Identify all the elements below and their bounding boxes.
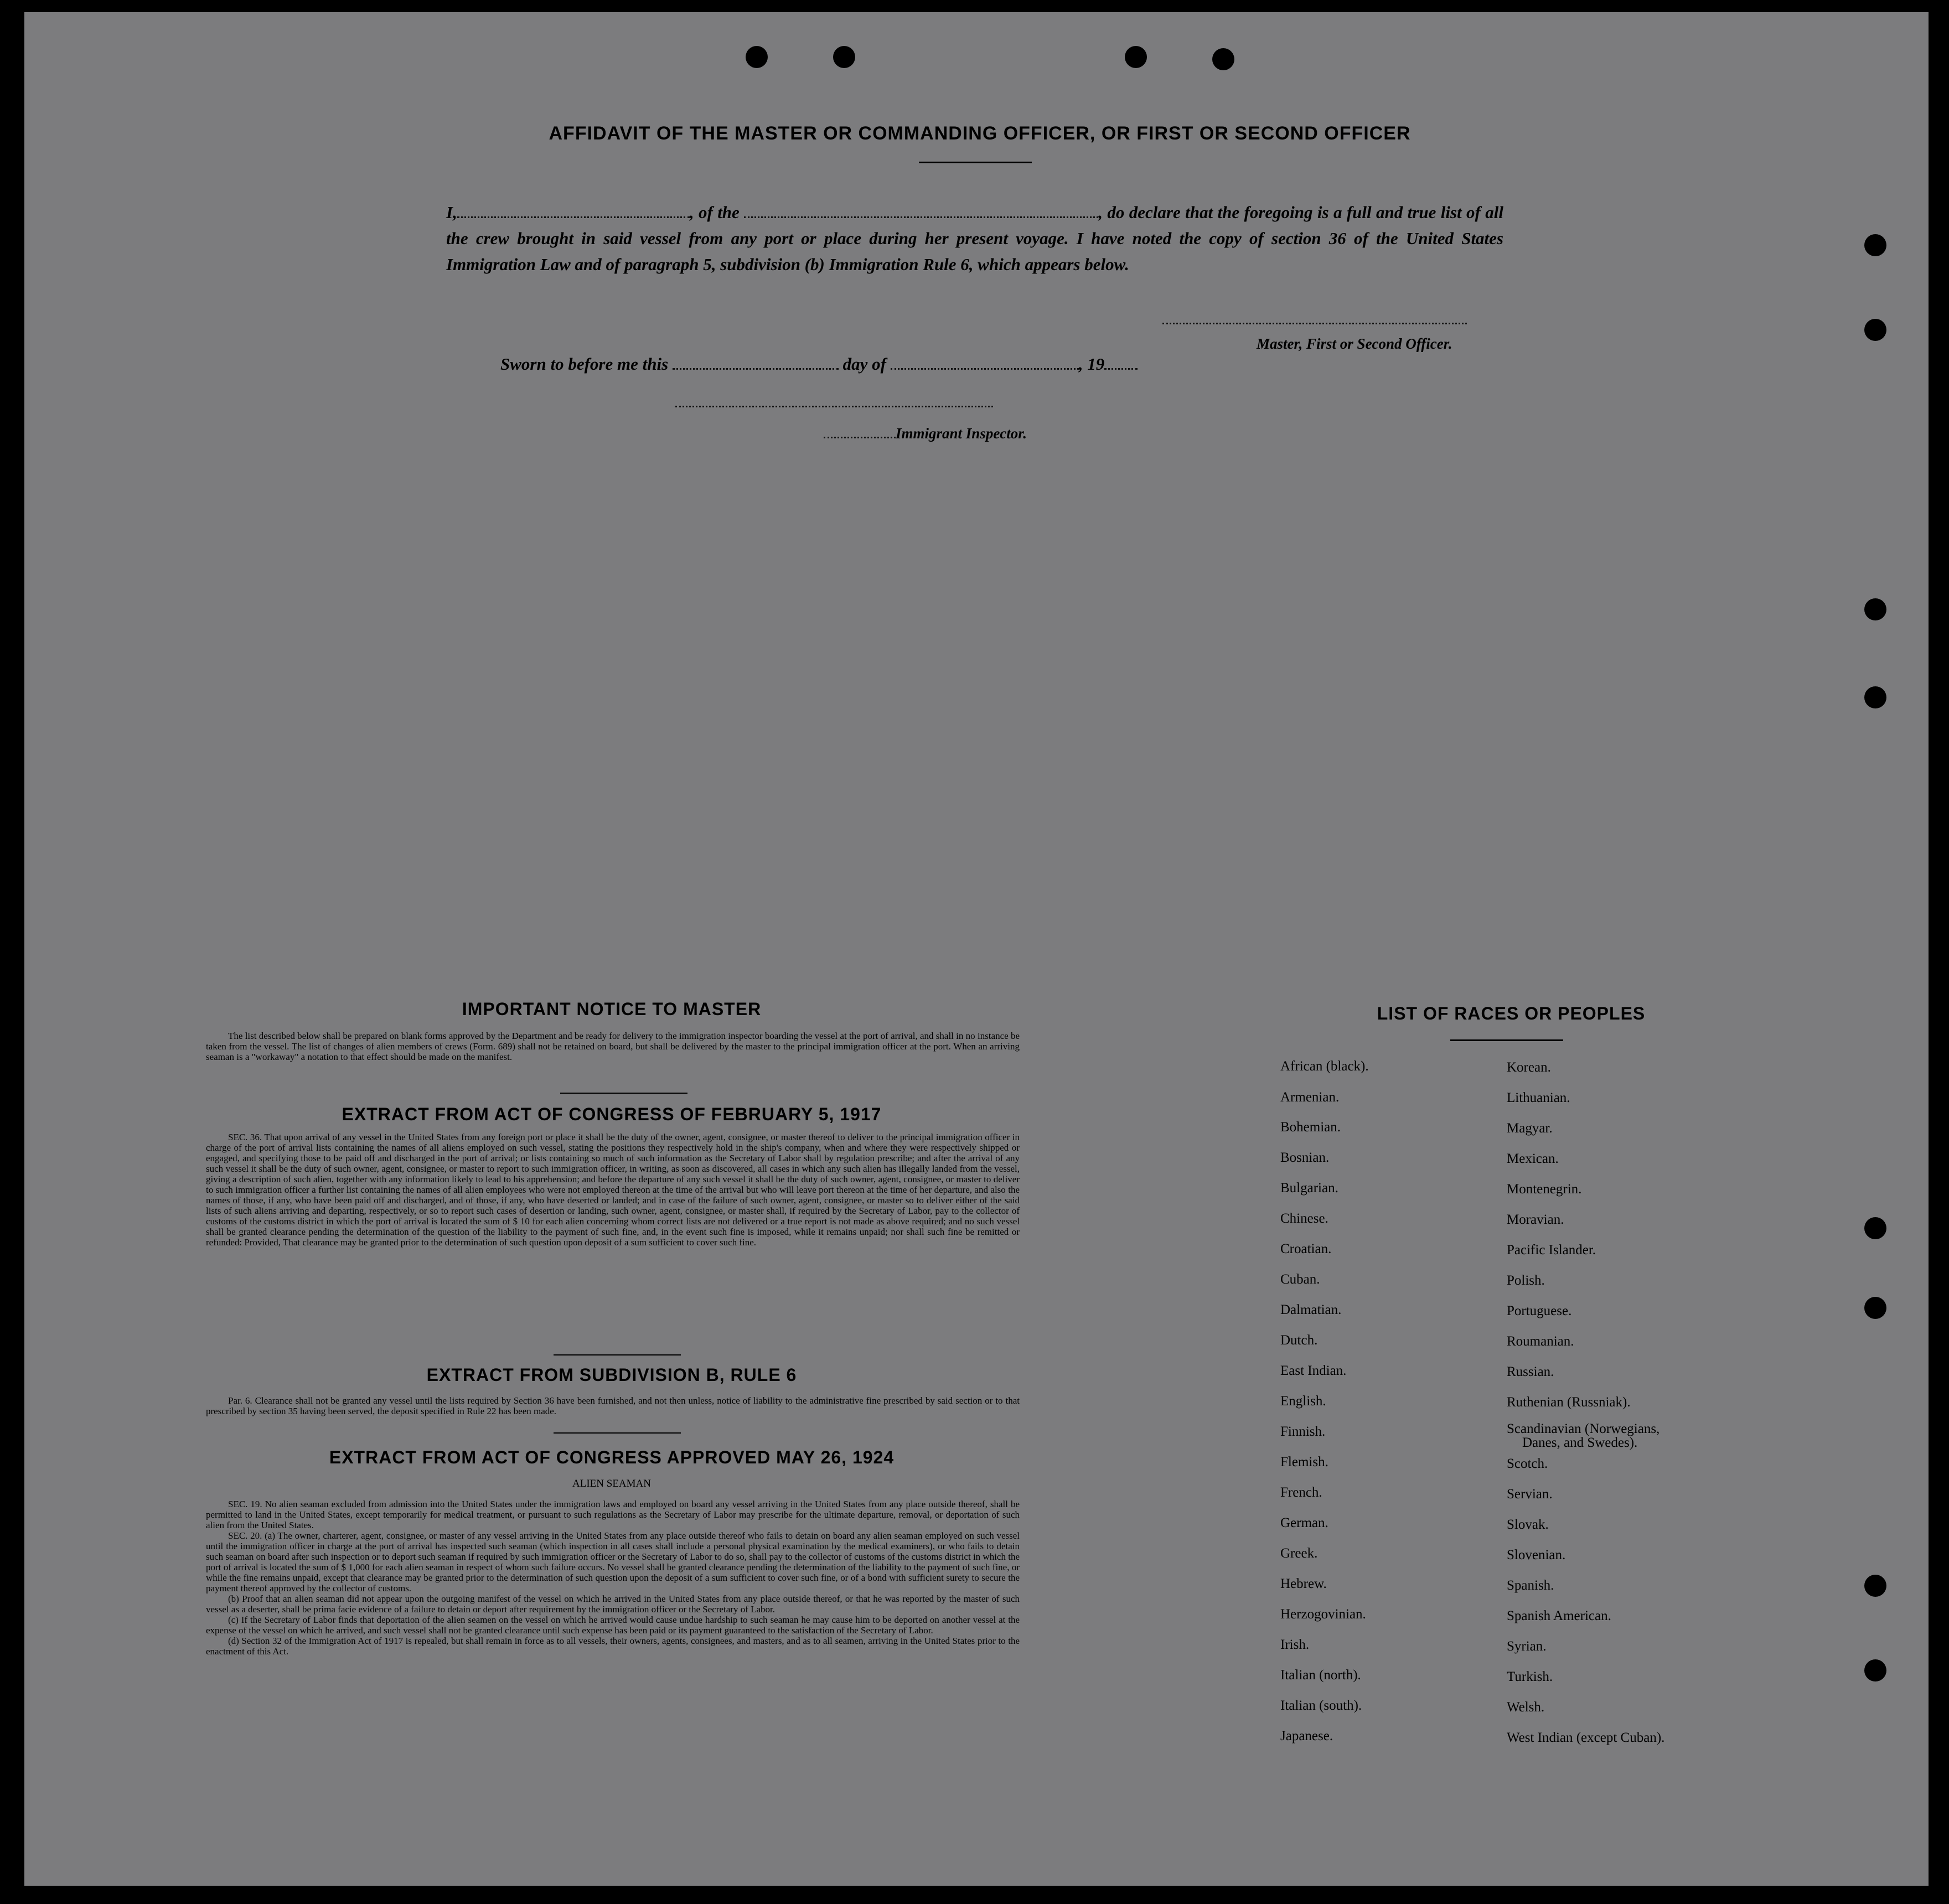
race-item: East Indian. <box>1280 1363 1347 1378</box>
race-item: German. <box>1280 1515 1328 1530</box>
race-item: Turkish. <box>1507 1669 1553 1684</box>
race-item: Bohemian. <box>1280 1120 1341 1135</box>
sec-20d-paragraph: (d) Section 32 of the Immigration Act of 1917 is repealed, but shall remain in force as to all vessels, their owners, agents, consignees, and masters, and as to all seamen, arriving in the United States prior to the enactment of this Act. <box>206 1636 1020 1657</box>
race-item: Slovenian. <box>1507 1548 1566 1562</box>
punch-hole-right-7 <box>1864 1575 1886 1597</box>
race-item: Irish. <box>1280 1637 1310 1652</box>
race-item: Danes, and Swedes). <box>1522 1435 1638 1450</box>
master-signature-line[interactable] <box>1162 323 1467 324</box>
extract-1924-text <box>206 1499 1020 1657</box>
race-item: Welsh. <box>1507 1700 1545 1715</box>
punch-hole-right-2 <box>1864 319 1886 341</box>
race-item: Mexican. <box>1507 1151 1559 1166</box>
day-of-label: day of <box>842 354 886 374</box>
race-item: Polish. <box>1507 1273 1545 1288</box>
race-item: Finnish. <box>1280 1424 1326 1439</box>
notice-paragraph: The list described below shall be prepared on blank forms approved by the Department and be ready for delivery to the immigration inspector boarding the vessel at the port of arrival, and shall in no instance be taken from the vessel. The list of changes of alien members of crews (Form. 689) shall not be retained on board, but shall be delivered by the master to the principal immigration officer at the port. When an arriving seaman is a "workaway" a notation to that effect should be made on the manifest. <box>206 1031 1020 1062</box>
race-item: Japanese. <box>1280 1729 1333 1743</box>
year-label: , 19 <box>1078 354 1105 374</box>
race-item: French. <box>1280 1485 1322 1500</box>
race-item: Scandinavian (Norwegians, <box>1507 1421 1660 1436</box>
race-item: Servian. <box>1507 1487 1553 1502</box>
sec-20c-paragraph: (c) If the Secretary of Labor finds that deportation of the alien seamen on the vessel on which he arrived would cause undue hardship to such seaman he may cause him to be deported on another vessel at the expense of the vessel on which he arrived, and such vessel shall not be granted clearance until such expense has been paid or its payment guaranteed to the satisfaction of the Secretary of Labor. <box>206 1615 1020 1636</box>
extract-1917-title: EXTRACT FROM ACT OF CONGRESS OF FEBRUARY 5, 1917 <box>342 1104 882 1124</box>
affidavit-title-rule <box>919 162 1032 163</box>
race-item: Scotch. <box>1507 1456 1548 1471</box>
affidavit-declaration <box>446 199 1503 277</box>
race-item: Cuban. <box>1280 1272 1320 1287</box>
race-item: Italian (north). <box>1280 1668 1361 1683</box>
sworn-label: Sworn to before me this <box>500 354 669 374</box>
race-item: Chinese. <box>1280 1211 1328 1226</box>
punch-hole-top-4 <box>1212 48 1234 70</box>
race-item: Croatian. <box>1280 1241 1332 1256</box>
punch-hole-right-8 <box>1864 1659 1886 1681</box>
race-item: Moravian. <box>1507 1212 1564 1227</box>
race-item: Syrian. <box>1507 1639 1547 1654</box>
race-item: Lithuanian. <box>1507 1090 1570 1105</box>
race-item: Russian. <box>1507 1364 1554 1379</box>
punch-hole-right-5 <box>1864 1217 1886 1239</box>
sworn-month-field[interactable] <box>891 361 1079 370</box>
sec-20a-paragraph: SEC. 20. (a) The owner, charterer, agent, consignee, or master of any vessel arriving in the United States from any place outside thereof who fails to detain on board any alien seaman employed on such vessel until the immigration officer in charge at the port of arrival has inspected such seaman (which inspection in all cases shall include a personal physical examination by the medical examiners), or who fails to detain such seaman on board after such inspection or to deport such seaman if required by such immigration officer or the Secretary of Labor to do so, shall pay to the collector of customs of the customs district in which the port of arrival is located the sum of $ 1,000 for each alien seaman in respect of whom such failure occurs. No vessel shall be granted clearance pending the determination of the liability to the payment of such fine, or while the fine remains unpaid, except that clearance may be granted prior to the determination of such question upon the deposit of a sum sufficient to cover such fine, or of a bond with sufficient surety to secure the payment thereof approved by the collector of customs. <box>206 1530 1020 1593</box>
punch-hole-top-1 <box>746 46 768 68</box>
race-item: West Indian (except Cuban). <box>1507 1730 1665 1745</box>
race-item: Pacific Islander. <box>1507 1243 1596 1258</box>
race-item: Spanish. <box>1507 1578 1554 1593</box>
extract-rule6-text <box>206 1395 1020 1416</box>
race-item: Dutch. <box>1280 1333 1318 1348</box>
extract-rule6-paragraph: Par. 6. Clearance shall not be granted any vessel until the lists required by Section 36 have been furnished, and not then unless, notice of liability to the administrative fine prescribed by said section or to that prescribed by section 35 having been served, the deposit specified in Rule 22 has been made. <box>206 1395 1020 1416</box>
extract-1924-subtitle: ALIEN SEAMAN <box>572 1478 651 1489</box>
race-item: Korean. <box>1507 1060 1551 1075</box>
race-item: Bosnian. <box>1280 1150 1330 1165</box>
races-title: LIST OF RACES OR PEOPLES <box>1377 1003 1646 1023</box>
punch-hole-right-6 <box>1864 1297 1886 1319</box>
race-item: Bulgarian. <box>1280 1181 1338 1196</box>
race-item: Dalmatian. <box>1280 1302 1342 1317</box>
inspector-label: Immigrant Inspector. <box>896 425 1027 442</box>
extract-1917-paragraph: SEC. 36. That upon arrival of any vessel in the United States from any foreign port or place it shall be the duty of the owner, agent, consignee, or master thereof to deliver to the principal immigration officer in charge of the port of arrival lists containing the names of all aliens employed on such vessel, stating the positions they respectively hold in the ship's company, when and where they were respectively shipped or engaged, and specifying those to be paid off and discharged in the port of arrival; or lists containing so much of such information as the Secretary of Labor shall by regulation prescribe; and after the arrival of any such vessel it shall be the duty of such owner, agent, consignee, or master to report to such immigration officer, in writing, as soon as discovered, all cases in which any such alien has illegally landed from the vessel, giving a description of such alien, together with any information likely to lead to his apprehension; and before the departure of any such vessel it shall be the duty of such owner, agent, consignee, or master to deliver to such immigration officer a further list containing the names of all alien employees who were not employed thereon at the time of the arrival but who will leave port thereon at the time of her departure, and also the names of those, if any, who have been paid off and discharged, and of those, if any, who have deserted or landed; and in case of the failure of such owner, agent, consignee, or master so to deliver either of the said lists of such aliens arriving and departing, respectively, or so to report such cases of desertion or landing, such owner, agent, consignee, or master shall, if required by the Secretary of Labor, pay to the collector of customs of the customs district in which the port of arrival is located the sum of $ 10 for each alien concerning whom correct lists are not delivered or a true report is not made as above required; and no such vessel shall be granted clearance pending the determination of the question of the liability to the payment of such fine, and, in the event such fine is imposed, while it remains unpaid; nor shall such fine be remitted or refunded: Provided, That clearance may be granted prior to the determination of such question upon deposit of a sum sufficient to cover such fine. <box>206 1132 1020 1248</box>
race-item: Ruthenian (Russniak). <box>1507 1395 1631 1410</box>
race-item: Italian (south). <box>1280 1698 1362 1713</box>
extract-1917-rule <box>554 1354 681 1355</box>
sworn-line <box>500 354 1138 374</box>
extract-rule6-rule <box>554 1432 681 1434</box>
inspector-line <box>824 425 1027 442</box>
race-item: Magyar. <box>1507 1121 1553 1136</box>
vessel-field[interactable] <box>744 210 1098 218</box>
sworn-day-field[interactable] <box>673 361 839 370</box>
race-item: Slovak. <box>1507 1517 1549 1532</box>
extract-rule6-title: EXTRACT FROM SUBDIVISION B, RULE 6 <box>426 1365 797 1385</box>
punch-hole-top-2 <box>833 46 855 68</box>
sec-19-paragraph: SEC. 19. No alien seaman excluded from admission into the United States under the immigration laws and employed on board any vessel arriving in the United States from any place outside thereof, shall be permitted to land in the United States, except temporarily for medical treatment, or pursuant to such regulations as the Secretary of Labor may prescribe for the ultimate departure, removal, or deportation of such alien from the United States. <box>206 1499 1020 1530</box>
name-field[interactable] <box>457 210 690 218</box>
extract-1917-text <box>206 1132 1020 1248</box>
race-item: Herzogovinian. <box>1280 1607 1366 1622</box>
notice-title: IMPORTANT NOTICE TO MASTER <box>462 999 762 1019</box>
inspector-field[interactable] <box>824 430 896 438</box>
of-the-label: , of the <box>689 203 740 222</box>
races-title-rule <box>1450 1039 1563 1041</box>
punch-hole-right-4 <box>1864 686 1886 708</box>
race-item: Spanish American. <box>1507 1608 1611 1623</box>
declaration-text: that the foregoing is a full and true list of all the crew brought in said vessel from any port or place during her present voyage. I have noted the copy of section 36 of the United States Immigration Law and of paragraph 5, subdivision (b) Immigration Rule 6, which appears below. <box>446 203 1504 274</box>
master-signature-label: Master, First or Second Officer. <box>1257 335 1452 352</box>
race-item: Roumanian. <box>1507 1334 1574 1349</box>
punch-hole-top-3 <box>1125 46 1147 68</box>
affidavit-title: AFFIDAVIT OF THE MASTER OR COMMANDING OFFICER, OR FIRST OR SECOND OFFICER <box>549 123 1411 144</box>
inspector-signature-line[interactable] <box>675 406 993 407</box>
race-item: English. <box>1280 1394 1326 1409</box>
extract-1924-title: EXTRACT FROM ACT OF CONGRESS APPROVED MAY 26, 1924 <box>329 1447 895 1467</box>
notice-text <box>206 1031 1020 1062</box>
race-item: Greek. <box>1280 1546 1318 1561</box>
race-item: Hebrew. <box>1280 1576 1327 1591</box>
punch-hole-right-1 <box>1864 234 1886 256</box>
race-item: Portuguese. <box>1507 1303 1572 1318</box>
notice-rule <box>560 1093 687 1094</box>
i-label: I, <box>446 203 457 222</box>
punch-hole-right-3 <box>1864 598 1886 620</box>
race-item: Montenegrin. <box>1507 1182 1582 1197</box>
race-item: African (black). <box>1280 1059 1369 1074</box>
sworn-year-field[interactable] <box>1104 361 1138 370</box>
race-item: Flemish. <box>1280 1455 1328 1470</box>
do-declare-label: , do declare <box>1098 203 1181 222</box>
sec-20b-paragraph: (b) Proof that an alien seaman did not appear upon the outgoing manifest of the vessel on which he arrived in the United States from any place outside thereof, or that he was reported by the master of such vessel as a deserter, shall be prima facie evidence of a failure to detain or deport after requirement by the immigration officer or the Secretary of Labor. <box>206 1593 1020 1615</box>
race-item: Armenian. <box>1280 1090 1340 1105</box>
